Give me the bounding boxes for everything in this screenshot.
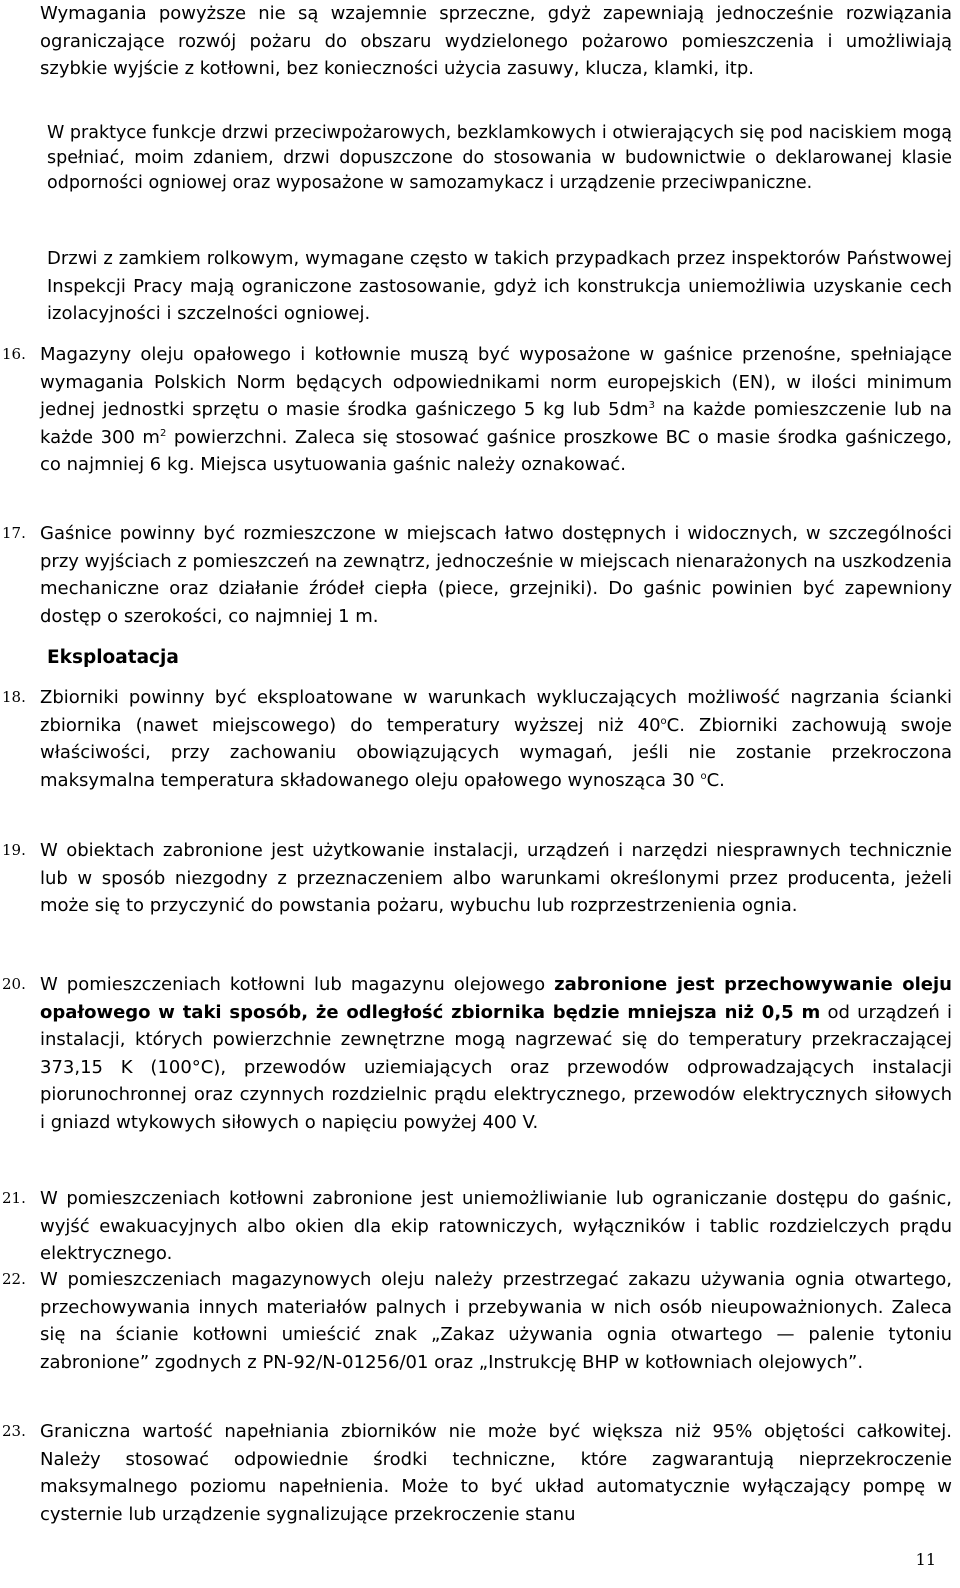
list-item-19: [0, 837, 952, 920]
item-text: Gaśnice powinny być rozmieszczone w miejscach łatwo dostępnych i widocznych, w szczególności przy wyjściach z pomieszczeń na zewnątrz, jednocześnie w miejscach nienarażonych na uszkodzenia mechaniczne oraz działanie źródeł ciepła (piece, grzejniki). Do gaśnic powinien być zapewniony dostęp o szerokości, co najmniej 1 m.: [40, 523, 952, 627]
item-number: 19.: [2, 841, 26, 859]
list-item-22: [0, 1266, 952, 1376]
item-text: Magazyny oleju opałowego i kotłownie muszą być wyposażone w gaśnice przenośne, spełniające wymagania Polskich Norm będących odpowiednikami norm europejskich (EN), w ilości minimum jednej jednostki sprzętu o masie środka gaśniczego 5 kg lub $5dm^3$ na każde pomieszczenie lub na każde 300 $m^2$ powierzchni. Zaleca się stosować gaśnice proszkowe BC o masie środka gaśniczego, co najmniej 6 kg. Miejsca usytuowania gaśnic należy oznakować.: [40, 344, 952, 475]
item-number: 22.: [2, 1270, 26, 1288]
list-item-20: [0, 971, 952, 1136]
item-text: Graniczna wartość napełniania zbiorników nie może być większa niż 95% objętości całkowitej. Należy stosować odpowiednie środki techniczne, które zagwarantują nieprzekroczenie maksymalnego poziomu napełnienia. Może to być układ automatycznie wyłączający pompę w cysternie lub urządzenie sygnalizujące przekroczenie stanu: [40, 1421, 952, 1525]
item-number: 21.: [2, 1189, 26, 1207]
list-item-17: [0, 520, 952, 630]
item-text: W pomieszczeniach kotłowni zabronione jest uniemożliwianie lub ograniczanie dostępu do gaśnic, wyjść ewakuacyjnych albo okien dla ekip ratowniczych, wyłączników i tablic rozdzielczych prądu elektrycznego.: [40, 1188, 952, 1264]
list-item-18: [0, 684, 952, 794]
page-number: 11: [915, 1550, 936, 1569]
intro-paragraph: Wymagania powyższe nie są wzajemnie sprzeczne, gdyż zapewniają jednocześnie rozwiązania ograniczające rozwój pożaru do obszaru wydzielonego pożarowo pomieszczenia i umożliwiają szybkie wyjście z kotłowni, bez konieczności użycia zasuwy, klucza, klamki, itp.: [40, 3, 952, 79]
section-heading: Eksploatacja: [47, 647, 179, 668]
item-number: 20.: [2, 975, 26, 993]
item-number: 17.: [2, 524, 26, 542]
list-item-21: [0, 1185, 952, 1268]
item-text: W obiektach zabronione jest użytkowanie instalacji, urządzeń i narzędzi niesprawnych technicznie lub w sposób niezgodny z przeznaczeniem albo warunkami określonymi przez producenta, jeżeli może się to przyczynić do powstania pożaru, wybuchu lub rozprzestrzenienia ognia.: [40, 840, 952, 916]
item-number: 18.: [2, 688, 26, 706]
item-number: 23.: [2, 1422, 26, 1440]
sub-paragraph-fire-doors: W praktyce funkcje drzwi przeciwpożarowych, bezklamkowych i otwierających się pod naciskiem mogą spełniać, moim zdaniem, drzwi dopuszczone do stosowania w budownictwie o deklarowanej klasie odporności ogniowej oraz wyposażone w samozamykacz i urządzenie przeciwpaniczne.: [47, 123, 952, 193]
item-text: Zbiorniki powinny być eksploatowane w warunkach wykluczających możliwość nagrzania ścianki zbiornika (nawet miejscowego) do temperatury wyższej niż 40$^o$C. Zbiorniki zachowują swoje właściwości, przy zachowaniu obowiązujących wymagań, jeśli nie zostanie przekroczona maksymalna temperatura składowanego oleju opałowego wynosząca 30 $^o$C.: [40, 687, 952, 791]
sub-paragraph-roller-lock-doors: Drzwi z zamkiem rolkowym, wymagane często w takich przypadkach przez inspektorów Państwowej Inspekcji Pracy mają ograniczone zastosowanie, gdyż ich konstrukcja uniemożliwia uzyskanie cech izolacyjności i szczelności ogniowej.: [47, 248, 952, 324]
list-item-23: [0, 1418, 952, 1528]
item-text: W pomieszczeniach kotłowni lub magazynu olejowego zabronione jest przechowywanie oleju opałowego w taki sposób, że odległość zbiornika będzie mniejsza niż 0,5 m od urządzeń i instalacji, których powierzchnie zewnętrzne mogą nagrzewać się do temperatury przekraczającej 373,15 K (100°C), przewodów uziemiających oraz przewodów odprowadzających instalacji piorunochronnej oraz czynnych rozdzielnic prądu elektrycznego, przewodów elektrycznych siłowych i gniazd wtykowych siłowych o napięciu powyżej 400 V.: [40, 974, 953, 1133]
item-number: 16.: [2, 345, 26, 363]
list-item-16: [0, 341, 952, 479]
item-text: W pomieszczeniach magazynowych oleju należy przestrzegać zakazu używania ognia otwartego, przechowywania innych materiałów palnych i przebywania w nich osób nieupoważnionych. Zaleca się na ścianie kotłowni umieścić znak „Zakaz używania ognia otwartego — palenie tytoniu zabronione” zgodnych z PN-92/N-01256/01 oraz „Instrukcję BHP w kotłowniach olejowych”.: [40, 1269, 952, 1373]
